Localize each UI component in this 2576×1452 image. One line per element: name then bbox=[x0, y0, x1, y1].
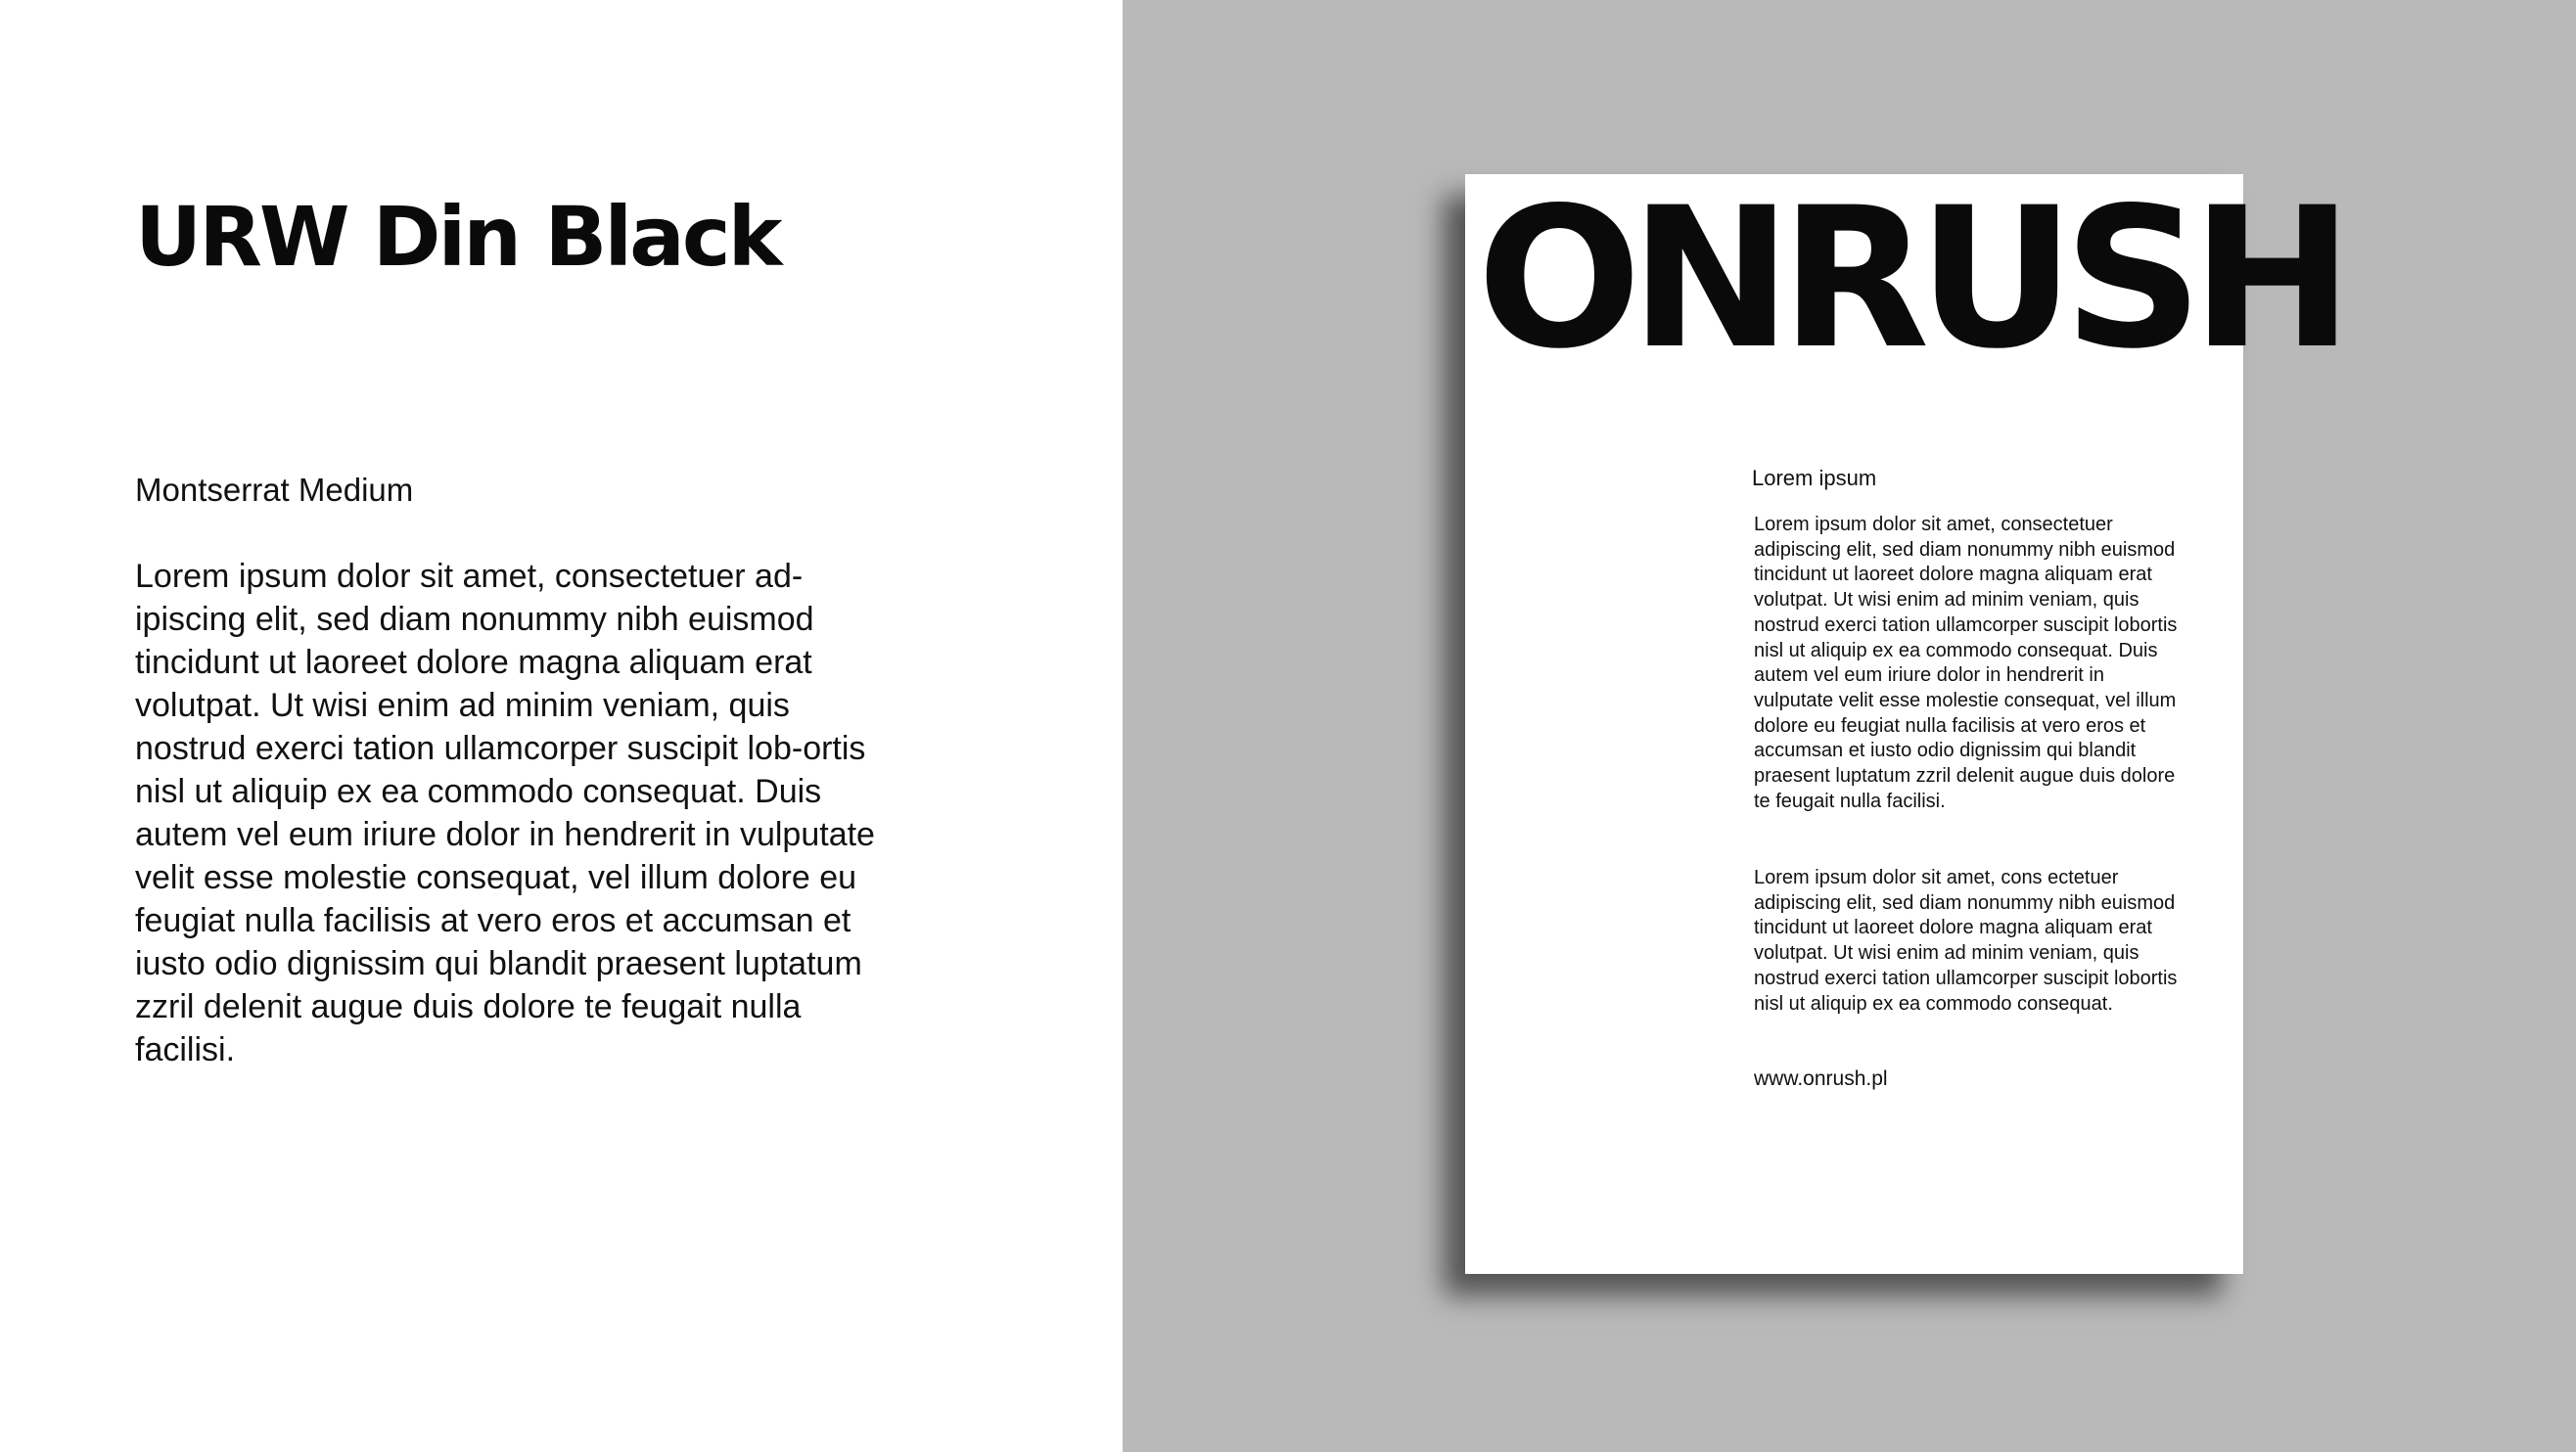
poster-paragraph-1: Lorem ipsum dolor sit amet, consectetuer adipiscing elit, sed diam nonummy nibh euismod tincidunt ut laoreet dolore magna aliquam erat volutpat. Ut wisi enim ad minim veniam, quis nostrud exerci tation ullamcorper suscipit lobortis nisl ut aliquip ex ea commodo consequat. Duis autem vel eum iriure dolor in hendrerit in vulputate velit esse molestie consequat, vel illum dolore eu feugiat nulla facilisis at vero eros et accumsan et iusto odio dignissim qui blandit praesent luptatum zzril delenit augue duis dolore te feugait nulla facilisi. bbox=[1754, 514, 2178, 812]
body-font-name: Montserrat Medium bbox=[135, 472, 414, 508]
poster-paragraph-2: Lorem ipsum dolor sit amet, cons ectetuer adipiscing elit, sed diam nonummy nibh euismod tincidunt ut laoreet dolore magna aliquam erat volutpat. Ut wisi enim ad minim veniam, quis nostrud exerci tation ullamcorper suscipit lobortis nisl ut aliquip ex ea commodo consequat. bbox=[1754, 867, 2178, 1015]
poster-headline: ONRUSH bbox=[1477, 165, 2342, 391]
body-font-sample-paragraph: Lorem ipsum dolor sit amet, consectetuer ad-ipiscing elit, sed diam nonummy nibh euismod tincidunt ut laoreet dolore magna aliquam erat volutpat. Ut wisi enim ad minim veniam, quis nostrud exerci tation ullamcorper suscipit lob-ortis nisl ut aliquip ex ea commodo consequat. Duis autem vel eum iriure dolor in hendrerit in vulputate velit esse molestie consequat, vel illum dolore eu feugiat nulla facilisis at vero eros et accumsan et iusto odio dignissim qui blandit praesent luptatum zzril delenit augue duis dolore te feugait nulla facilisi. bbox=[135, 558, 875, 1068]
poster-mockup-panel bbox=[1123, 0, 2576, 1452]
poster-sheet bbox=[1465, 165, 2342, 1274]
typography-specimen-panel bbox=[0, 0, 1123, 1452]
display-font-name: URW Din Black bbox=[135, 189, 780, 285]
poster-subtitle: Lorem ipsum bbox=[1752, 466, 1877, 490]
poster-url: www.onrush.pl bbox=[1754, 1067, 1888, 1090]
